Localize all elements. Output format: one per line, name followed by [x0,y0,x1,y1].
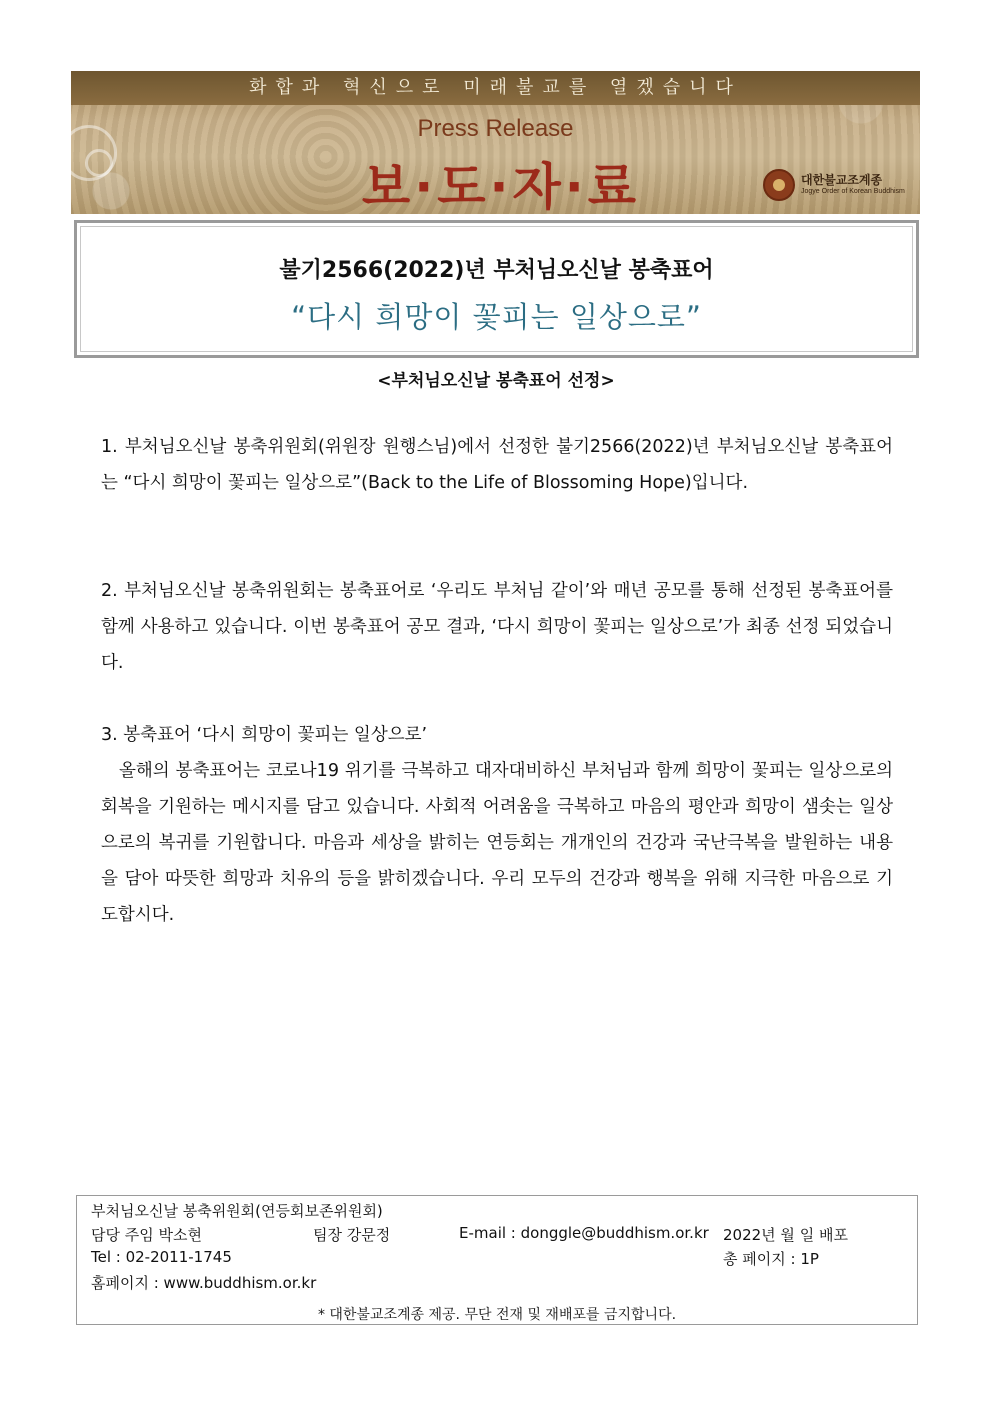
headline-title: 불기2566(2022)년 부처님오신날 봉축표어 [279,258,714,283]
subtitle: <부처님오신날 봉축표어 선정> [377,371,615,391]
paragraph-3-heading: 3. 봉축표어 ‘다시 희망이 꽃피는 일상으로’ [101,725,428,745]
paragraph-3-body: 올해의 봉축표어는 코로나19 위기를 극복하고 대자대비하신 부처님과 함께 희망이 꽃피는 일상으로의 회복을 기원하는 메시지를 담고 있습니다. 사회적 어려움을 극복하고 마음의 평안과 희망이 샘솟는 일상으로의 복귀를 기원합니다. 마음과 세상을 밝히는 연등회는 개개인의 건강과 국난극복을 발원하는 내용을 담아 따뜻한 희망과 치유의 등을 밝히겠습니다. 우리 모두의 건강과 행복을 위해 지극한 마음으로 기도합시다. [101,761,893,925]
footer-email[interactable]: E-mail : donggle@buddhism.or.kr [459,1224,709,1242]
logo-english-text: Jogye Order of Korean Buddhism [801,188,905,195]
footer-date: 2022년 월 일 배포 [723,1226,848,1244]
jogye-emblem-icon [763,169,795,201]
footer-copyright-notice: * 대한불교조계종 제공. 무단 전재 및 재배포를 금지합니다. [317,1307,677,1323]
footer-contact-lead: 팀장 강문정 [313,1226,391,1244]
logo-korean-text: 대한불교조계종 [801,173,883,187]
footer-org: 부처님오신날 봉축위원회(연등회보존위원회) [91,1202,383,1220]
paragraph-1: 1. 부처님오신날 봉축위원회(위원장 원행스님)에서 선정한 불기2566(2022)년 부처님오신날 봉축표어는 “다시 희망이 꽃피는 일상으로”(Back to the Life of Blossoming Hope)입니다. [101,437,893,493]
footer-tel: Tel : 02-2011-1745 [91,1248,232,1266]
press-release-label: Press Release [417,115,574,142]
contact-footer [76,1195,918,1325]
banner-slogan: 화합과 혁신으로 미래불교를 열겠습니다 [71,71,920,105]
headline-box [74,220,919,358]
footer-contact-staff: 담당 주임 박소현 [91,1226,202,1244]
paragraph-2: 2. 부처님오신날 봉축위원회는 봉축표어로 ‘우리도 부처님 같이’와 매년 공모를 통해 선정된 봉축표어를 함께 사용하고 있습니다. 이번 봉축표어 공모 결과, ‘다시 희망이 꽃피는 일상으로’가 최종 선정 되었습니다. [101,581,893,673]
footer-pages: 총 페이지 : 1P [723,1250,819,1268]
jogye-order-logo [763,169,913,203]
press-release-title: 보·도·자·료 [361,158,641,216]
headline-slogan: “다시 희망이 꽃피는 일상으로” [291,300,702,334]
footer-homepage[interactable]: 홈페이지 : www.buddhism.or.kr [91,1274,317,1292]
press-release-banner [71,71,920,214]
